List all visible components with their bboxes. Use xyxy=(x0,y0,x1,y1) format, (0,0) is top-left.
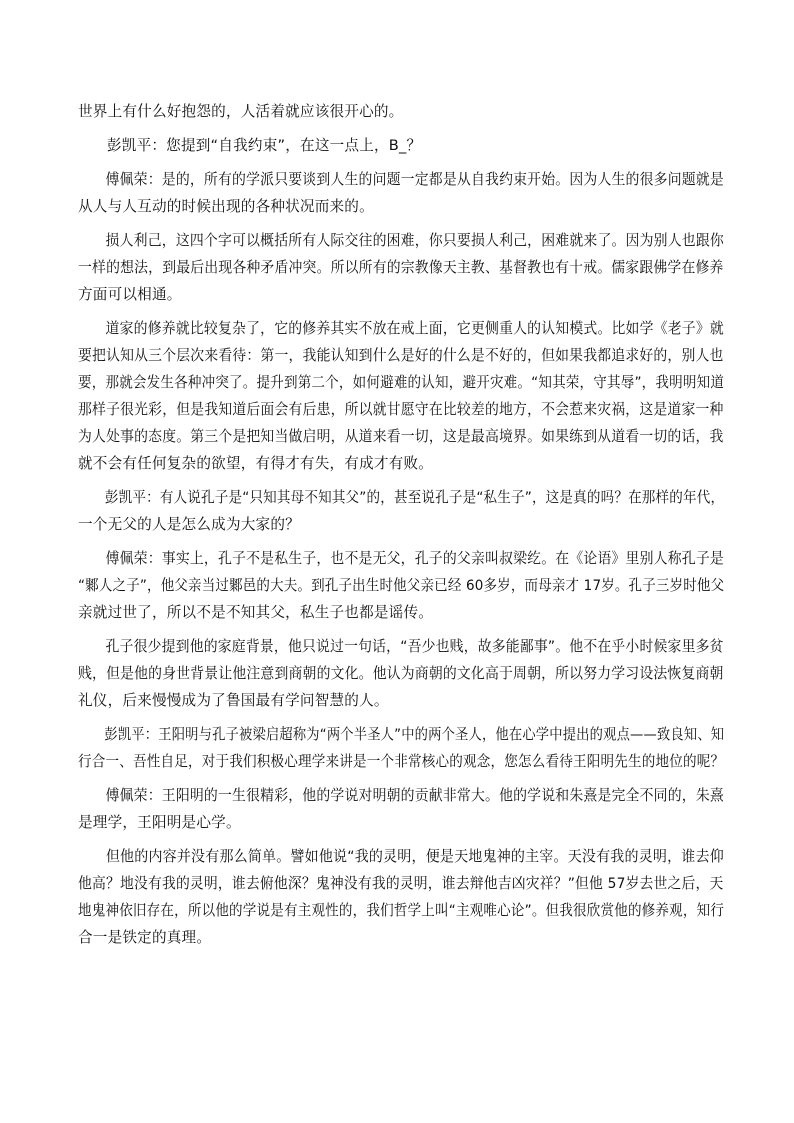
paragraph-gap xyxy=(78,125,724,132)
text-line: 亲就过世了，所以不是不知其父，私生子也都是谣传。 xyxy=(78,604,434,621)
paragraph-gap xyxy=(78,836,724,843)
paragraph xyxy=(78,782,724,836)
text-line: 就不会有任何复杂的欲望，有得才有失，有成才有败。 xyxy=(78,455,434,472)
text-line: 彭凯平：有人说孔子是“只知其母不知其父”的，甚至说孔子是“私生子”，这是真的吗？在那样的年代， xyxy=(104,489,725,506)
text-line: 行合一、吾性自足，对于我们积极心理学来讲是一个非常核心的观念，您怎么看待王阳明先生的地位的呢？ xyxy=(78,753,725,770)
paragraph xyxy=(78,166,724,220)
text-line: 要，那就会发生各种冲突了。提升到第二个，如何避难的认知，避开灾难。“知其荣，守其辱”，我明明知道 xyxy=(78,374,725,391)
paragraph xyxy=(78,132,724,159)
paragraph-gap xyxy=(78,626,724,633)
text-line: 一个无父的人是怎么成为大家的？ xyxy=(78,516,300,533)
text-line: 傅佩荣：事实上，孔子不是私生子，也不是无父，孔子的父亲叫叔梁纥。在《论语》里别人称孔子是 xyxy=(105,550,724,567)
text-line: 彭凯平：王阳明与孔子被梁启超称为“两个半圣人”中的两个圣人，他在心学中提出的观点——致良知、知 xyxy=(104,726,725,743)
text-line: 傅佩荣：王阳明的一生很精彩，他的学说对明朝的贡献非常大。他的学说和朱熹是完全不同的，朱熹 xyxy=(105,787,724,804)
paragraph-gap xyxy=(78,775,724,782)
text-line: 方面可以相通。 xyxy=(78,286,182,303)
paragraph xyxy=(78,721,724,775)
document-body xyxy=(78,98,724,951)
text-line: 贱，但是他的身世背景让他注意到商朝的文化。他认为商朝的文化高于周朝，所以努力学习设法恢复商朝 xyxy=(78,665,724,682)
paragraph xyxy=(78,633,724,714)
paragraph-gap xyxy=(78,308,724,315)
text-line: 他高？地没有我的灵明，谁去俯他深？鬼神没有我的灵明，谁去辩他吉凶灾祥？”但他 57岁去世之后，天 xyxy=(78,875,724,892)
text-line: 地鬼神依旧存在，所以他的学说是有主观性的，我们哲学上叫“主观唯心论”。但我很欣赏他的修养观，知行 xyxy=(78,902,725,919)
paragraph xyxy=(78,545,724,626)
text-line: 彭凯平：您提到“自我约束”，在这一点上，B_？ xyxy=(107,137,422,154)
paragraph-gap xyxy=(78,159,724,166)
text-line: 但他的内容并没有那么简单。譬如他说“我的灵明，便是天地鬼神的主宰。天没有我的灵明，谁去仰 xyxy=(105,848,724,865)
paragraph xyxy=(78,484,724,538)
text-line: 一样的想法，到最后出现各种矛盾冲突。所以所有的宗教像天主教、基督教也有十戒。儒家跟佛学在修养 xyxy=(78,259,724,276)
paragraph-gap xyxy=(78,538,724,545)
text-line: 要把认知从三个层次来看待：第一，我能认知到什么是好的什么是不好的，但如果我都追求好的，别人也 xyxy=(78,347,724,364)
text-line: 礼仪，后来慢慢成为了鲁国最有学问智慧的人。 xyxy=(78,692,389,709)
text-line: 傅佩荣：是的，所有的学派只要谈到人生的问题一定都是从自我约束开始。因为人生的很多问题就是 xyxy=(105,171,724,188)
text-line: 是理学，王阳明是心学。 xyxy=(78,814,241,831)
text-line: 孔子很少提到他的家庭背景，他只说过一句话，“吾少也贱，故多能鄙事”。他不在乎小时候家里多贫 xyxy=(105,638,724,655)
text-line: 那样子很光彩，但是我知道后面会有后患，所以就甘愿守在比较差的地方，不会惹来灾祸，这是道家一种 xyxy=(78,401,724,418)
text-line: 世界上有什么好抱怨的，人活着就应该很开心的。 xyxy=(78,103,404,120)
text-line: 为人处事的态度。第三个是把知当做启明，从道来看一切，这是最高境界。如果练到从道看一切的话，我 xyxy=(78,428,724,445)
paragraph xyxy=(78,315,724,477)
text-line: 损人利己，这四个字可以概括所有人际交往的困难，你只要损人利己，困难就来了。因为别人也跟你 xyxy=(105,232,724,249)
text-line: 从人与人互动的时候出现的各种状况而来的。 xyxy=(78,198,374,215)
text-line: “鄹人之子”，他父亲当过鄹邑的大夫。到孔子出生时他父亲已经 60多岁，而母亲才 17岁。孔子三岁时他父 xyxy=(78,577,725,594)
paragraph xyxy=(78,98,724,125)
text-line: 合一是铁定的真理。 xyxy=(78,929,212,946)
paragraph-gap xyxy=(78,220,724,227)
paragraph xyxy=(78,843,724,951)
paragraph xyxy=(78,227,724,308)
text-line: 道家的修养就比较复杂了，它的修养其实不放在戒上面，它更侧重人的认知模式。比如学《老子》就 xyxy=(105,320,724,337)
paragraph-gap xyxy=(78,477,724,484)
paragraph-gap xyxy=(78,714,724,721)
